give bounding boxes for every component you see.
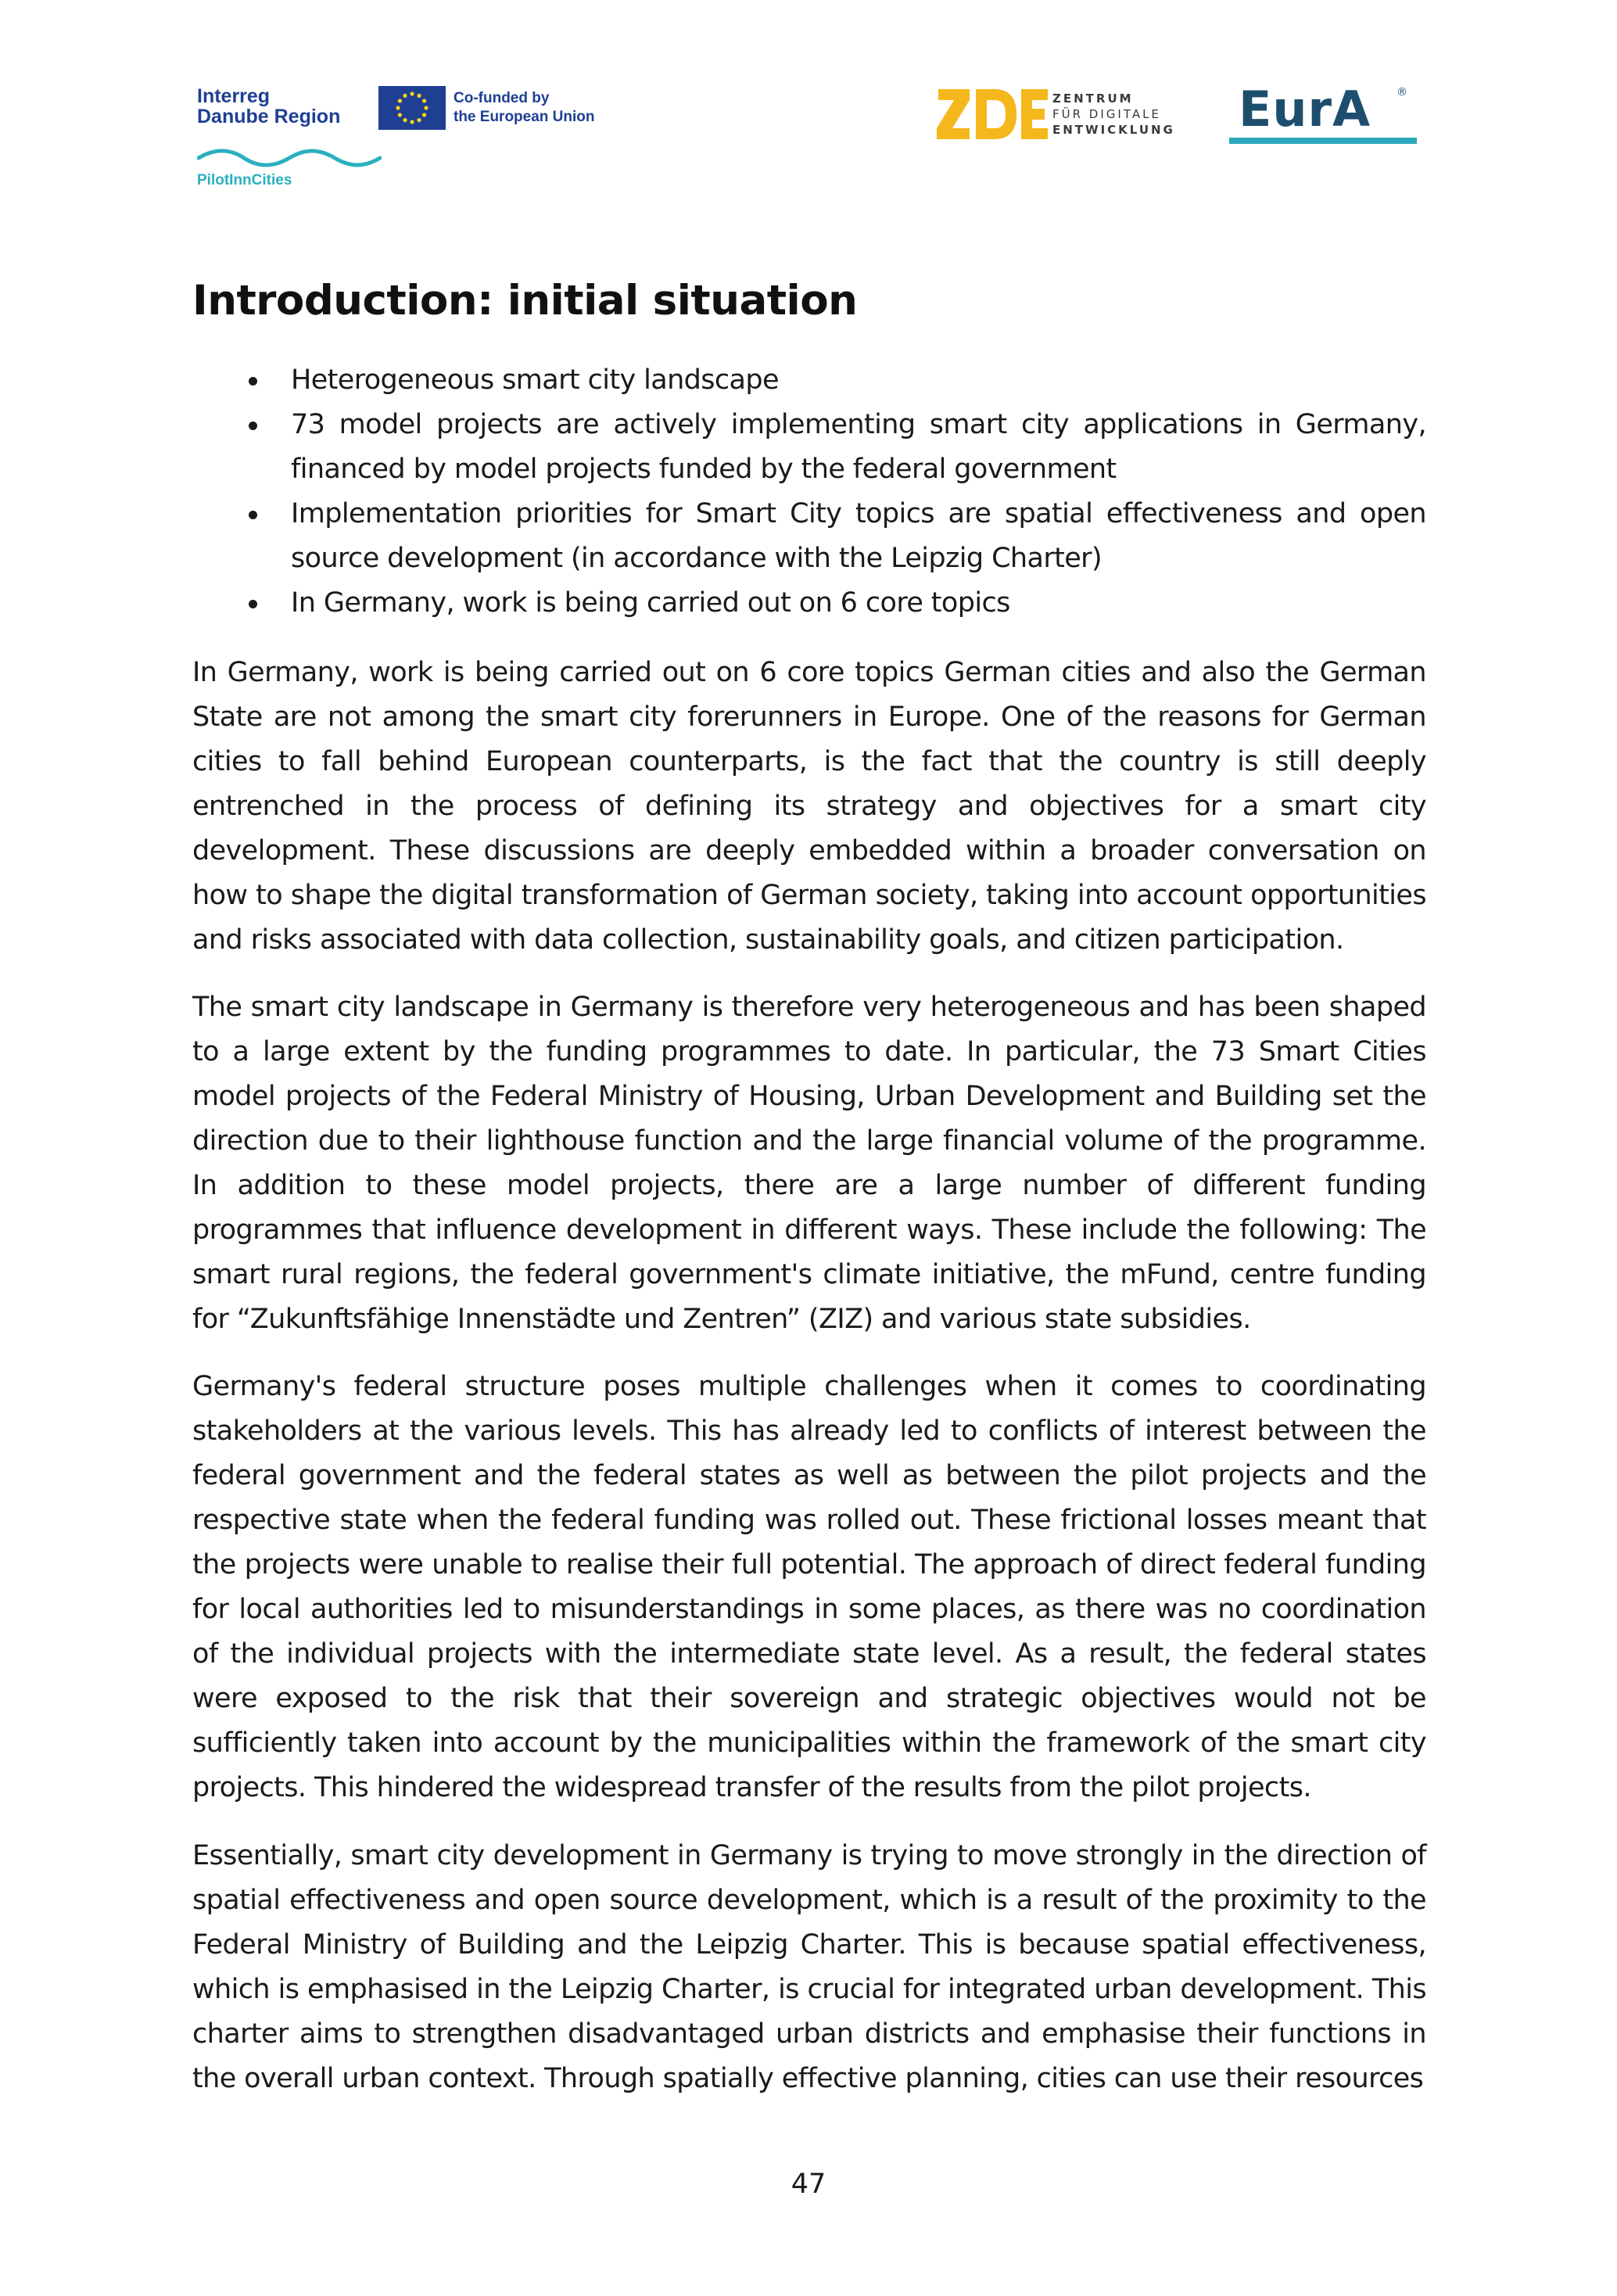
zde-logo-text	[1052, 91, 1175, 138]
bullet-icon	[249, 600, 257, 608]
paragraph: Essentially, smart city development in Germany is trying to move strongly in the direction of spatial effectiveness and open source development, which is a result of the proximity to the Federal Ministry of Building and the Leipzig Charter. This is because spatial effectiveness, which is emphasised in the Leipzig Charter, is crucial for integrated urban development. This charter aims to strengthen disadvantaged urban districts and emphasise their functions in the overall urban context. Through spatially effective planning, cities can use their resources	[192, 1840, 1426, 2094]
interreg-logo	[197, 86, 382, 196]
paragraph: In Germany, work is being carried out on 6 core topics German cities and also the German State are not among the smart city forerunners in Europe. One of the reasons for German cities to fall behind European counterparts, is the fact that the country is still deeply entrenched in the process of defining its strategy and objectives for a smart city development. These discussions are deeply embedded within a broader conversation on how to shape the digital transformation of German society, taking into account opportunities and risks associated with data collection, sustainability goals, and citizen participation.	[192, 657, 1426, 956]
zde-line2: FÜR DIGITALE	[1052, 107, 1161, 121]
page-title: Introduction: initial situation	[192, 277, 858, 325]
eura-underline	[1229, 138, 1417, 144]
paragraph: The smart city landscape in Germany is therefore very heterogeneous and has been shaped to a large extent by the funding programmes to date. In particular, the 73 Smart Cities model projects of the Federal Ministry of Housing, Urban Development and Building set the direction due to their lighthouse function and the large financial volume of the programme. In addition to these model projects, there are a large number of different funding programmes that influence development in different ways. These include the following: The smart rural regions, the federal government's climate initiative, the mFund, centre funding for “Zukunftsfähige Innenstädte und Zentren” (ZIZ) and various state subsidies.	[192, 992, 1426, 1335]
zde-line1: ZENTRUM	[1052, 91, 1134, 106]
bullet-icon	[249, 422, 257, 430]
bullet-item	[192, 403, 1426, 492]
eu-flag-icon	[378, 86, 446, 130]
bullet-text: Implementation priorities for Smart City topics are spatial effectiveness and open source development (in accordance with the Leipzig Charter)	[291, 498, 1426, 574]
eu-line2: the European Union	[454, 109, 595, 125]
paragraph: Germany's federal structure poses multiple challenges when it comes to coordinating stakeholders at the various levels. This has already led to conflicts of interest between the federal government and the federal states as well as between the pilot projects and the respective state when the federal funding was rolled out. These frictional losses meant that the projects were unable to realise their full potential. The approach of direct federal funding for local authorities led to misunderstandings in some places, as there was no coordination of the individual projects with the intermediate state level. As a result, the federal states were exposed to the risk that their sovereign and strategic objectives would not be sufficiently taken into account by the municipalities within the framework of the smart city projects. This hindered the widespread transfer of the results from the pilot projects.	[192, 1371, 1426, 1803]
zde-line3: ENTWICKLUNG	[1052, 123, 1175, 137]
bullet-icon	[249, 511, 257, 519]
registered-mark: ®	[1396, 86, 1407, 99]
eu-cofunded-logo	[378, 86, 605, 131]
bullet-item	[192, 492, 1426, 581]
eu-cofunded-text	[454, 89, 595, 127]
bullet-item	[192, 581, 1426, 626]
eura-wordmark: EurA	[1239, 81, 1371, 138]
wave-icon	[197, 149, 382, 167]
bullet-text: In Germany, work is being carried out on 6 core topics	[291, 587, 1010, 619]
bullet-text: 73 model projects are actively implementing smart city applications in Germany, financed by model projects funded by the federal government	[291, 409, 1426, 485]
bullet-list	[192, 358, 1426, 626]
zde-logo	[935, 84, 1185, 144]
zde-mark-icon	[935, 84, 1049, 144]
interreg-logo-subtitle: PilotInnCities	[197, 172, 292, 188]
bullet-item	[192, 358, 1426, 403]
interreg-logo-line2: Danube Region	[197, 106, 341, 127]
bullet-text: Heterogeneous smart city landscape	[291, 364, 779, 396]
bullet-icon	[249, 377, 257, 386]
eura-logo	[1226, 81, 1422, 152]
interreg-logo-line1: Interreg	[197, 85, 271, 107]
page-number: 47	[791, 2169, 826, 2200]
eu-line1: Co-funded by	[454, 90, 550, 106]
